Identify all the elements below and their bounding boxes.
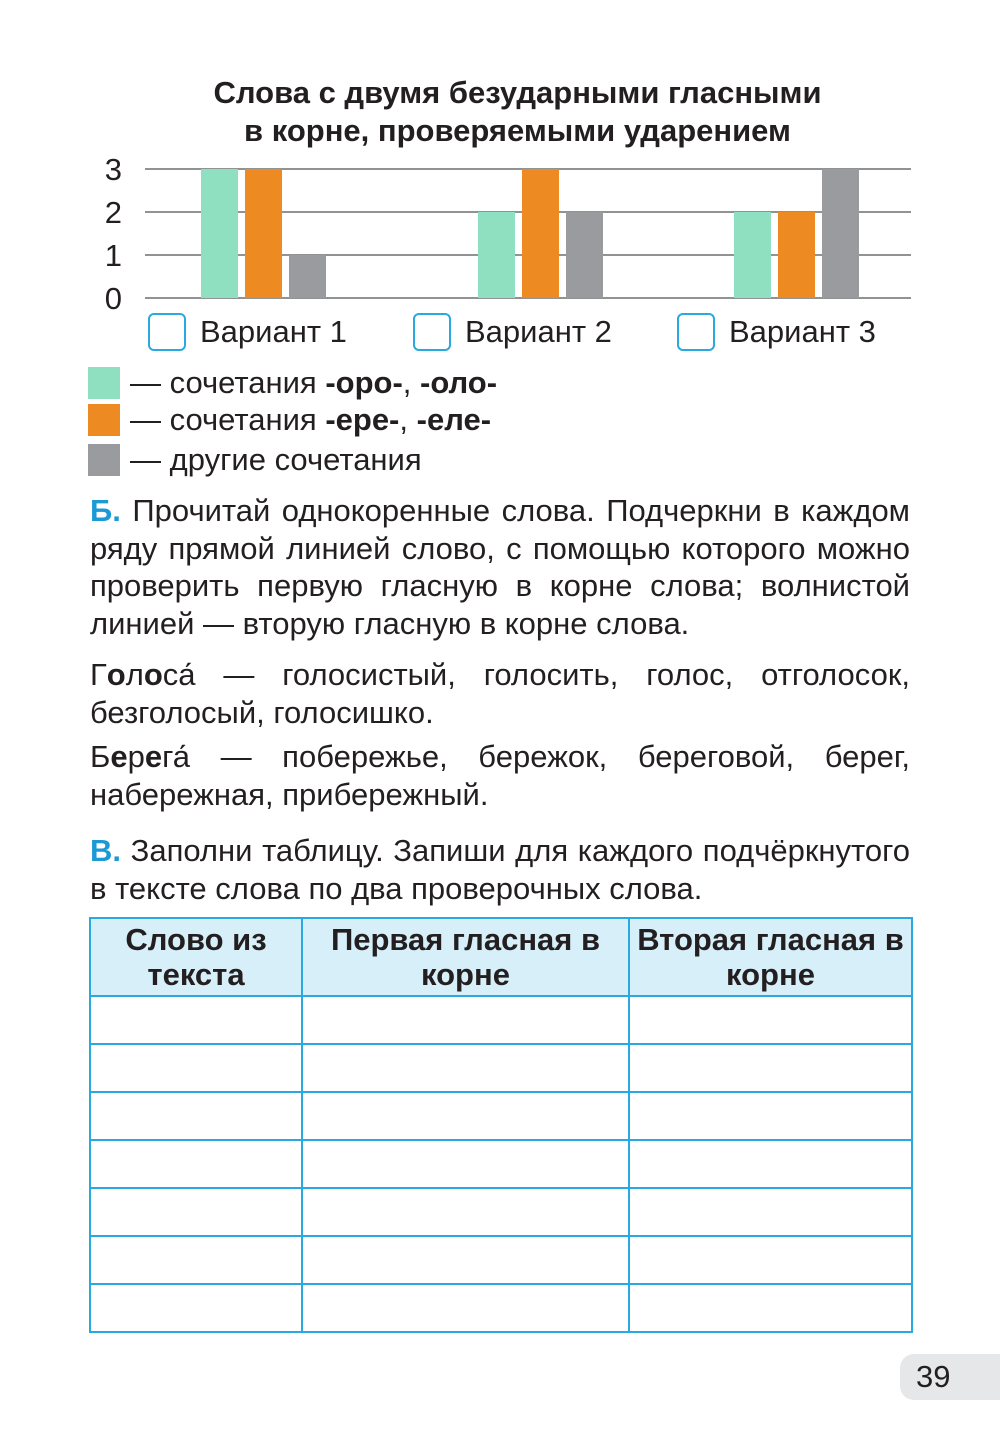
column-header-word: Слово из текста: [90, 918, 302, 996]
task-v-text: Заполни таблицу. Запиши для каждого подчёркнутого в тексте слова по два проверочных слова.: [90, 833, 910, 906]
variant-1-option[interactable]: [148, 310, 347, 354]
variant-2-label: Вариант 2: [465, 314, 612, 349]
task-v: [90, 832, 910, 907]
legend-bold: -оро-: [325, 365, 403, 400]
bar: [245, 169, 282, 298]
legend-separator: ,: [399, 402, 417, 437]
task-b-text: Прочитай однокоренные слова. Подчеркни в каждом ряду прямой линией слово, с помощью которого можно проверить первую гласную в корне слова; волнистой линией — вторую гласную в корне слова.: [90, 493, 910, 641]
legend-prefix: — сочетания: [130, 402, 326, 437]
variant-3-checkbox[interactable]: [677, 313, 715, 351]
legend-item-other: [88, 442, 422, 478]
table-row: [90, 1188, 912, 1236]
table-row: [90, 1092, 912, 1140]
headword-vowel: о: [106, 657, 126, 692]
answer-cell[interactable]: [629, 1092, 912, 1140]
legend-swatch-mint: [88, 367, 120, 399]
legend-swatch-gray: [88, 444, 120, 476]
headword: [90, 657, 196, 692]
answer-cell[interactable]: [90, 1236, 302, 1284]
answer-cell[interactable]: [302, 1092, 629, 1140]
word-row-rest: — голосистый, голосить, голос, отголосок, безголосый, голосишко.: [90, 657, 910, 730]
answer-cell[interactable]: [90, 1044, 302, 1092]
table-row: [90, 1284, 912, 1332]
y-tick-label: 1: [104, 238, 122, 273]
legend-prefix: — сочетания: [130, 365, 326, 400]
bar: [289, 255, 326, 298]
answer-cell[interactable]: [302, 1140, 629, 1188]
legend-item-oro: [88, 365, 497, 401]
headword-vowel: е: [144, 739, 163, 774]
bar: [566, 212, 603, 298]
word-row-rest: — побережье, бережок, береговой, берег, набережная, прибережный.: [90, 739, 910, 812]
column-header-first-vowel: Первая гласная в корне: [302, 918, 629, 996]
answer-cell[interactable]: [629, 1236, 912, 1284]
bar: [734, 212, 771, 298]
y-tick-label: 0: [104, 281, 122, 310]
word-row-golosa: [90, 656, 910, 731]
legend-text: — другие сочетания: [130, 442, 422, 477]
chart-title: [90, 74, 945, 150]
task-b-letter: Б.: [90, 493, 121, 528]
table-row: [90, 1236, 912, 1284]
headword-part: Г: [90, 657, 107, 692]
answer-cell[interactable]: [90, 1140, 302, 1188]
bar-chart: [0, 150, 1000, 310]
legend-bold: -ере-: [325, 402, 400, 437]
page-number: 39: [900, 1354, 1000, 1400]
answer-cell[interactable]: [90, 1092, 302, 1140]
word-row-berega: [90, 738, 910, 813]
variant-1-checkbox[interactable]: [148, 313, 186, 351]
legend-bold: -оло-: [420, 365, 498, 400]
variant-1-label: Вариант 1: [200, 314, 347, 349]
column-header-second-vowel: Вторая гласная в корне: [629, 918, 912, 996]
variant-2-checkbox[interactable]: [413, 313, 451, 351]
answer-cell[interactable]: [629, 1284, 912, 1332]
bar: [201, 169, 238, 298]
variant-3-label: Вариант 3: [729, 314, 876, 349]
answer-cell[interactable]: [629, 996, 912, 1044]
task-b: [90, 492, 910, 642]
legend-separator: ,: [402, 365, 421, 400]
answer-table: [89, 917, 913, 1333]
legend-bold: -еле-: [416, 402, 492, 437]
headword-part: са́: [162, 657, 196, 692]
table-header-row: [90, 918, 912, 996]
headword-part: р: [127, 739, 145, 774]
variant-2-option[interactable]: [413, 310, 612, 354]
answer-cell[interactable]: [302, 1044, 629, 1092]
table-row: [90, 996, 912, 1044]
bar: [778, 212, 815, 298]
legend-swatch-orange: [88, 404, 120, 436]
bar: [822, 169, 859, 298]
answer-cell[interactable]: [302, 1284, 629, 1332]
answer-cell[interactable]: [302, 1188, 629, 1236]
chart-title-line-2: в корне, проверяемыми ударением: [244, 113, 791, 148]
variant-3-option[interactable]: [677, 310, 876, 354]
bar: [522, 169, 559, 298]
answer-cell[interactable]: [629, 1044, 912, 1092]
task-v-letter: В.: [90, 833, 121, 868]
answer-cell[interactable]: [90, 996, 302, 1044]
answer-cell[interactable]: [302, 996, 629, 1044]
headword-vowel: е: [110, 739, 128, 774]
headword-part: Б: [90, 739, 111, 774]
y-tick-label: 3: [104, 152, 122, 187]
y-tick-label: 2: [104, 195, 122, 230]
table-row: [90, 1140, 912, 1188]
answer-cell[interactable]: [629, 1140, 912, 1188]
headword: [90, 739, 190, 774]
answer-cell[interactable]: [90, 1284, 302, 1332]
table-row: [90, 1044, 912, 1092]
headword-part: л: [125, 657, 144, 692]
chart-title-line-1: Слова с двумя безударными гласными: [213, 75, 822, 110]
headword-part: га́: [162, 739, 190, 774]
answer-cell[interactable]: [629, 1188, 912, 1236]
bar: [478, 212, 515, 298]
legend-item-ere: [88, 402, 491, 438]
answer-cell[interactable]: [90, 1188, 302, 1236]
answer-cell[interactable]: [302, 1236, 629, 1284]
headword-vowel: о: [143, 657, 163, 692]
